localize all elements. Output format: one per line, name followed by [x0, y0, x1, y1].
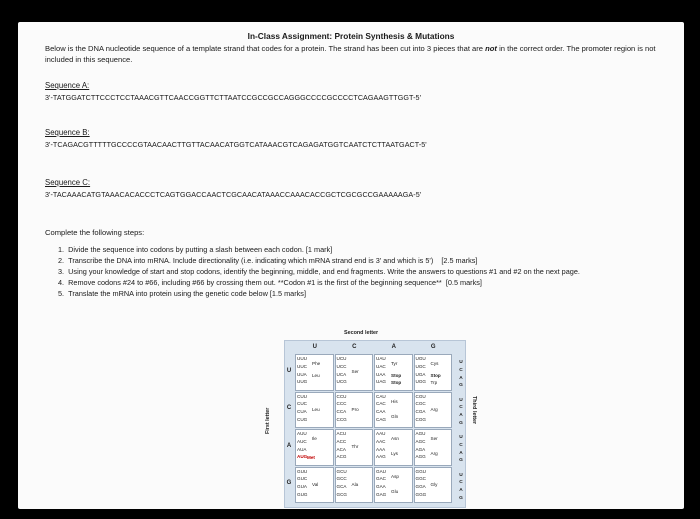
first-letter-label: First letter [265, 407, 271, 434]
codon: UCG [336, 379, 347, 385]
sequence-b-text: 3'-TCAGACGTTTTTGCCCCGTAACAACTTGTTACAACATGGTCATAAACGTCAGAGATGGTCAATCTCTTAATGACT-5' [45, 140, 427, 149]
codon: CUG [297, 416, 308, 422]
codon: GAG [376, 491, 387, 497]
codon: AUG [297, 454, 308, 460]
amino-acid-label: Gly [430, 481, 438, 487]
codon: AGC [415, 438, 426, 444]
amino-acid-label: Asp [391, 473, 399, 479]
codon: UCU [336, 356, 347, 361]
third-letter-label: Third letter [471, 396, 477, 425]
codon: CCU [336, 393, 347, 399]
amino-acid-label: Pro [351, 406, 359, 412]
codon: CCC [336, 401, 347, 407]
amino-acid-label: Ile [312, 436, 317, 441]
codon: GUA [297, 484, 307, 490]
amino-acid-label: Ser [430, 436, 438, 441]
amino-acid-label: Leu [312, 406, 320, 412]
third-letter-header: A [459, 488, 463, 494]
amino-acid-label: Stop [391, 380, 402, 385]
codon: GGU [415, 468, 426, 474]
codon: CAC [376, 401, 386, 407]
codon: UGG [415, 379, 426, 385]
third-letter-header: A [459, 375, 463, 381]
amino-acid-label: Tyr [391, 361, 398, 366]
step-number: 2. [58, 256, 65, 265]
first-letter-header: U [286, 367, 292, 374]
codon: UUA [297, 371, 307, 377]
instructions-heading: Complete the following steps: [45, 228, 145, 237]
codon: AUU [297, 431, 307, 436]
amino-acid-label: Thr [351, 444, 359, 449]
third-letter-header: C [459, 442, 463, 448]
third-letter-header: U [459, 435, 463, 440]
codon: UGU [415, 356, 426, 361]
codon: AUC [297, 438, 307, 444]
amino-acid-label: Ala [351, 481, 359, 487]
codon: GUC [297, 476, 308, 482]
codon: GGG [415, 491, 427, 497]
codon: UUU [297, 356, 307, 361]
intro-emphasis: not [485, 44, 497, 53]
codon: GUU [297, 468, 308, 474]
assignment-sheet [18, 22, 684, 509]
step-marks: [0.5 marks] [445, 278, 482, 287]
codon: UAC [376, 363, 386, 369]
amino-acid-label: Phe [312, 361, 321, 366]
amino-acid-label: Lys [391, 451, 398, 456]
sequence-c-text: 3'-TACAAACATGTAAACACACCCTCAGTGGACCAACTCGCAACATAAACCAAACACCGCTCGCGCCGAAAAAGA-5' [45, 190, 422, 199]
codon: UGA [415, 371, 426, 377]
first-letter-header: G [286, 480, 292, 487]
step-number: 1. [58, 245, 65, 254]
codon: GCU [336, 468, 347, 474]
third-letter-header: A [459, 450, 463, 456]
page-title: In-Class Assignment: Protein Synthesis & Mutations [247, 31, 455, 41]
third-letter-header: G [459, 458, 463, 464]
step-item [58, 288, 648, 299]
codon: ACA [336, 446, 346, 452]
genetic-code-table [284, 340, 466, 508]
codon: CUA [297, 409, 307, 415]
codon: CAA [376, 409, 386, 415]
step-marks: [2.5 marks] [441, 256, 478, 265]
intro-paragraph [45, 43, 665, 65]
codon: ACC [336, 438, 347, 444]
codon: AGG [415, 454, 426, 460]
codon: AAU [376, 431, 386, 436]
first-letter-header: A [286, 442, 292, 449]
codon: UCA [336, 371, 347, 377]
codon: UAU [376, 356, 386, 361]
second-letter-header: C [352, 344, 357, 350]
amino-acid-label: Met [307, 455, 315, 460]
third-letter-header: G [459, 495, 463, 501]
second-letter-header: G [430, 344, 436, 350]
first-letter-header: C [286, 405, 292, 412]
step-number: 3. [58, 267, 65, 276]
third-letter-header: A [459, 413, 463, 419]
amino-acid-label: Asn [391, 436, 399, 441]
amino-acid-label: Trp [430, 380, 438, 385]
third-letter-header: G [459, 420, 463, 426]
codon: CGU [415, 393, 426, 399]
second-letter-header: A [391, 344, 396, 350]
codon: CGC [415, 401, 426, 407]
step-item [58, 255, 648, 266]
step-text: Remove codons #24 to #66, including #66 by crossing them out. **Codon #1 is the first of the beginning sequence** [68, 278, 442, 287]
codon: ACG [336, 454, 347, 460]
codon: CGG [415, 416, 426, 422]
amino-acid-label: His [391, 398, 398, 404]
codon: AUA [297, 446, 307, 452]
amino-acid-label: Ser [351, 369, 359, 374]
third-letter-header: C [459, 367, 463, 373]
amino-acid-label: Arg [430, 451, 438, 456]
codon: AAC [376, 438, 386, 444]
second-letter-label: Second letter [344, 330, 379, 336]
codon: GGA [415, 484, 426, 490]
codon: CCG [336, 416, 347, 422]
step-item [58, 266, 648, 277]
codon: UGC [415, 363, 426, 369]
codon: CAG [376, 416, 386, 422]
codon: ACU [336, 431, 347, 436]
step-item [58, 277, 648, 288]
third-letter-header: U [459, 360, 463, 365]
codon: GGC [415, 476, 426, 482]
codon: UAG [376, 379, 386, 385]
codon: CCA [336, 409, 347, 415]
third-letter-header: C [459, 480, 463, 486]
step-text: Divide the sequence into codons by putting a slash between each codon. [1 mark] [68, 245, 333, 254]
step-number: 4. [58, 278, 65, 287]
amino-acid-label: Leu [312, 373, 320, 378]
sequence-b-label: Sequence B: [45, 128, 90, 137]
codon: UCC [336, 363, 347, 369]
amino-acid-label: Val [312, 481, 319, 487]
step-text: Using your knowledge of start and stop codons, identify the beginning, middle, and end fragments. Write the answers to questions #1 and #2 on the next page. [68, 267, 580, 276]
sequence-c-label: Sequence C: [45, 178, 91, 187]
sequence-a-label: Sequence A: [45, 81, 90, 90]
codon: AGA [415, 446, 426, 452]
codon: GAC [376, 476, 386, 482]
amino-acid-label: Gln [391, 413, 399, 419]
codon: AGU [415, 431, 426, 436]
third-letter-header: U [459, 472, 463, 478]
amino-acid-label: Arg [430, 406, 438, 412]
codon: CGA [415, 409, 426, 415]
codon: CUC [297, 401, 307, 407]
sequence-a-text: 3'-TATGGATCTTCCCTCCTAAACGTTCAACCGGTTCTTAATCCGCCGCCAGGGCCCCGCCCCTCAGAAGTTGGT-5' [45, 93, 421, 102]
codon: CUU [297, 393, 307, 399]
step-text: Transcribe the DNA into mRNA. Include directionality (i.e. indicating which mRNA strand end is 3' and which is 5') [68, 256, 434, 265]
codon: CAU [376, 393, 386, 399]
codon: GAA [376, 484, 386, 490]
intro-text-2: in the correct order. The promoter region is not included in this sequence. [45, 44, 656, 64]
steps-list [58, 244, 648, 299]
codon: UAA [376, 371, 386, 377]
codon: GAU [376, 468, 386, 474]
amino-acid-label: Glu [391, 488, 399, 494]
step-item [58, 244, 648, 255]
codon: AAG [376, 454, 386, 460]
step-text: Translate the mRNA into protein using the genetic code below [1.5 marks] [68, 289, 306, 298]
third-letter-header: U [459, 397, 463, 403]
intro-text-1: Below is the DNA nucleotide sequence of a template strand that codes for a protein. The strand has been cut into 3 pieces that are [45, 44, 486, 53]
codon: UUG [297, 379, 308, 385]
codon: GUG [297, 491, 308, 497]
third-letter-header: C [459, 405, 463, 411]
codon: UUC [297, 363, 307, 369]
step-number: 5. [58, 289, 65, 298]
codon: GCA [336, 484, 347, 490]
second-letter-header: U [312, 344, 317, 350]
amino-acid-label: Cys [430, 361, 439, 366]
codon: GCG [336, 491, 347, 497]
amino-acid-label: Stop [391, 372, 402, 378]
third-letter-header: G [459, 383, 463, 389]
codon: AAA [376, 446, 386, 452]
codon: GCC [336, 476, 347, 482]
amino-acid-label: Stop [430, 372, 441, 378]
